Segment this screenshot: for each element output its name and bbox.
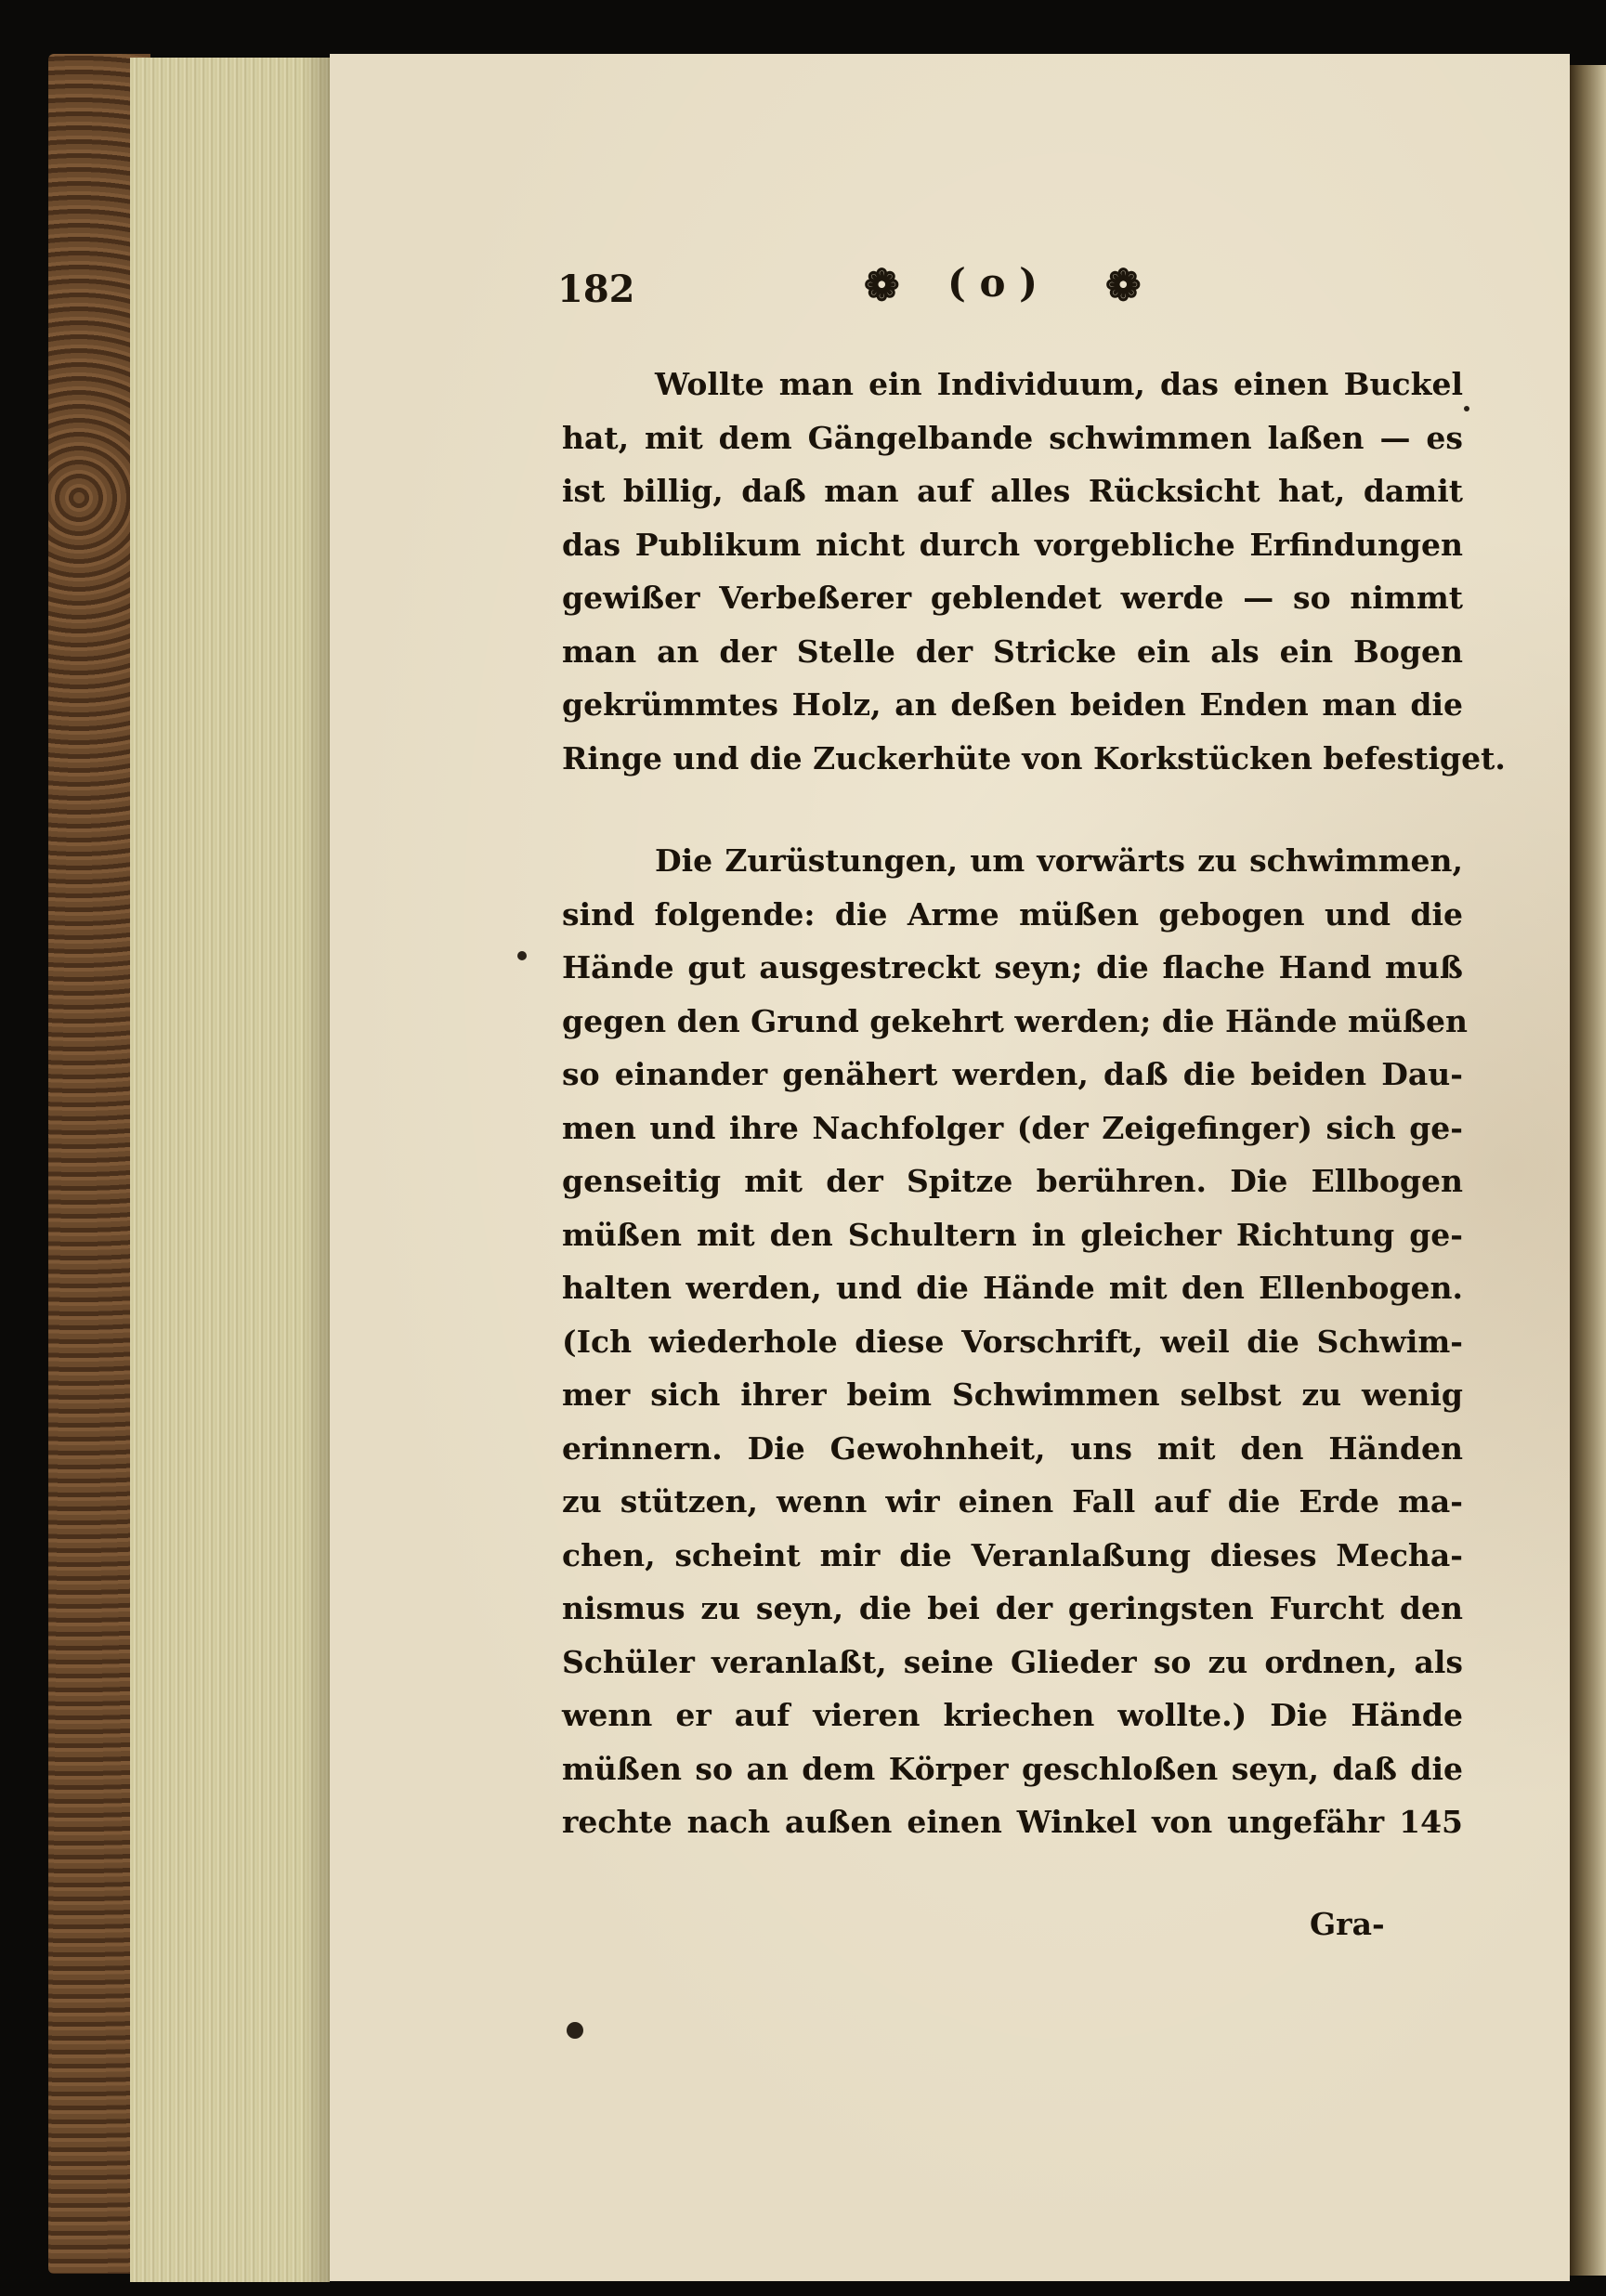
text-line: mer sich ihrer beim Schwimmen selbst zu wenig xyxy=(562,1376,1463,1413)
text-line: gegen den Grund gekehrt werden; die Hände müßen xyxy=(562,1002,1469,1039)
text-line: das Publikum nicht durch vorgebliche Erfindungen xyxy=(562,526,1463,563)
catchword: Gra- xyxy=(1310,1906,1385,1942)
page-number: 182 xyxy=(557,267,635,311)
text-line: gewißer Verbeßerer geblendet werde — so nimmt xyxy=(562,580,1463,616)
text-line: so einander genähert werden, daß die beiden Dau- xyxy=(562,1056,1463,1092)
text-line: (Ich wiederhole diese Vorschrift, weil die Schwim- xyxy=(562,1323,1463,1360)
text-line: müßen so an dem Körper geschloßen seyn, daß die xyxy=(562,1750,1463,1787)
ornament-mid: ( o ) xyxy=(947,260,1038,306)
text-line: Wollte man ein Individuum, das einen Buckel xyxy=(655,366,1463,402)
text-line: Ringe und die Zuckerhüte von Korkstücken befestiget. xyxy=(562,739,1506,776)
text-line: chen, scheint mir die Veranlaßung dieses Mecha- xyxy=(562,1536,1463,1573)
text-line: hat, mit dem Gängelbande schwimmen laßen — es xyxy=(562,419,1463,456)
text-line: nismus zu seyn, die bei der geringsten Furcht den xyxy=(562,1590,1463,1626)
text-line: Hände gut ausgestreckt seyn; die flache Hand muß xyxy=(562,949,1463,985)
page-header xyxy=(557,260,1468,325)
paragraph-1 xyxy=(562,358,1506,785)
ink-spot xyxy=(1464,406,1469,411)
ornament-left-icon: ❁ xyxy=(864,260,900,310)
text-line: sind folgende: die Arme müßen gebogen und die xyxy=(562,895,1463,933)
text-line: ist billig, daß man auf alles Rücksicht hat, damit xyxy=(562,473,1463,509)
ornament-right-icon: ❁ xyxy=(1105,260,1142,310)
text-line: genseitig mit der Spitze berühren. Die Ellbogen xyxy=(562,1163,1463,1199)
ink-spot xyxy=(567,2022,583,2039)
body-text xyxy=(562,358,1506,1849)
text-line: erinnern. Die Gewohnheit, uns mit den Händen xyxy=(562,1429,1463,1467)
text-line: halten werden, und die Hände mit den Ellenbogen. xyxy=(562,1270,1463,1306)
text-line: man an der Stelle der Stricke ein als ein Bogen xyxy=(562,633,1463,670)
page-edges xyxy=(130,58,330,2282)
text-line: zu stützen, wenn wir einen Fall auf die Erde ma- xyxy=(562,1483,1463,1520)
text-line: men und ihre Nachfolger (der Zeigefinger) sich ge- xyxy=(562,1109,1463,1146)
text-line: gekrümmtes Holz, an deßen beiden Enden man die xyxy=(562,686,1463,723)
text-line: rechte nach außen einen Winkel von ungefähr 145 xyxy=(562,1804,1463,1840)
ink-spot xyxy=(517,951,527,960)
text-line: müßen mit den Schultern in gleicher Richtung ge- xyxy=(562,1216,1463,1253)
paragraph-2 xyxy=(562,834,1469,1849)
text-line: Schüler veranlaßt, seine Glieder so zu ordnen, als xyxy=(562,1643,1463,1680)
facing-page-edge xyxy=(1570,65,1606,2276)
text-line: Die Zurüstungen, um vorwärts zu schwimmen, xyxy=(655,842,1463,879)
text-line: wenn er auf vieren kriechen wollte.) Die Hände xyxy=(562,1697,1463,1733)
